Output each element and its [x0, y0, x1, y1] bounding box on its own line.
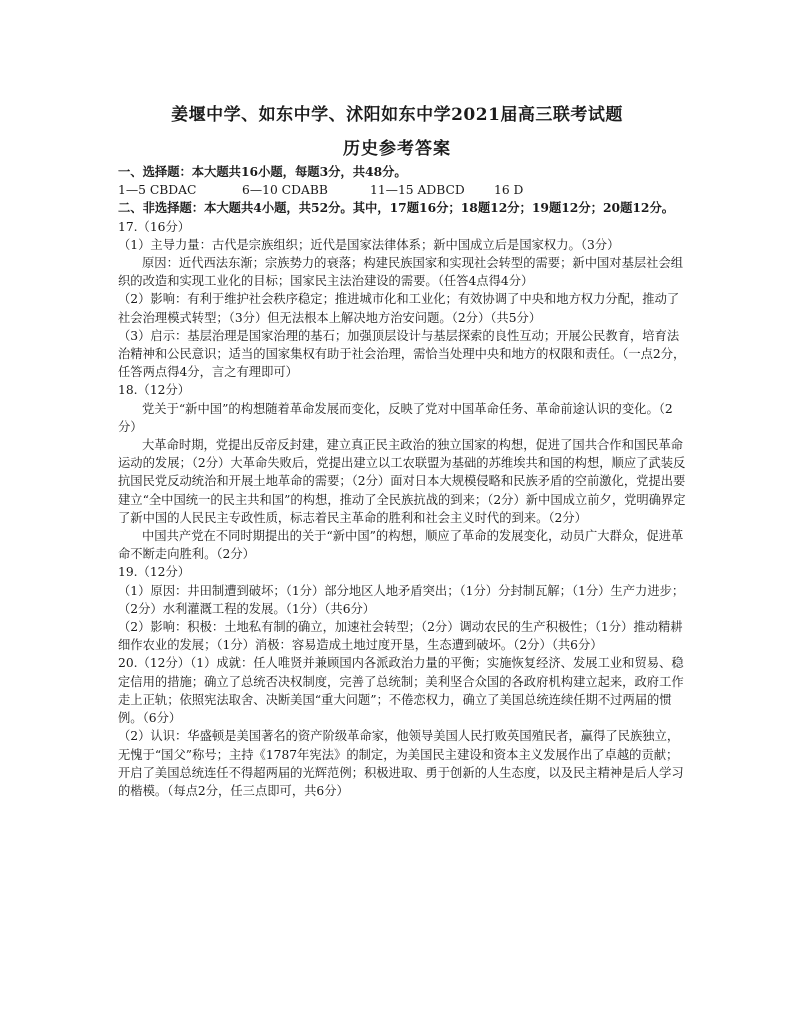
choice-answers	[118, 181, 690, 199]
choice-answer-group: 16 D	[494, 183, 524, 198]
q19-heading: 19.（12分）	[118, 565, 191, 580]
q17-reasons: 原因：近代西法东渐；宗族势力的衰落；构建民族国家和实现社会转型的需要；新中国对基层社会组织的改造和实现工业化的目标；国家民主法治建设的需要。（任答4点得4分）	[118, 256, 684, 289]
q17-part2: （2）影响：有利于维护社会秩序稳定；推进城市化和工业化；有效协调了中央和地方权力分配，推动了社会治理模式转型；（3分）但无法根本上解决地方治安问题。（2分）（共5分）	[118, 292, 680, 325]
q18-paragraph: 党关于“新中国”的构想随着革命发展而变化，反映了党对中国革命任务、革命前途认识的变化。（2分）	[118, 401, 673, 434]
page-subtitle: 历史参考答案	[343, 139, 451, 159]
q19-part2: （2）影响：积极：土地私有制的确立，加速社会转型；（2分）调动农民的生产积极性；（1分）推动精耕细作农业的发展；（1分）消极：容易造成土地过度开垦，生态遭到破坏。（2分）（共6分）	[118, 620, 683, 653]
q17-part1: （1）主导力量：古代是宗族组织；近代是国家法律体系；新中国成立后是国家权力。（3分）	[118, 237, 620, 252]
q18-paragraph: 中国共产党在不同时期提出的关于“新中国”的构想，顺应了革命的发展变化，动员广大群众，促进革命不断走向胜利。（2分）	[118, 529, 684, 562]
q20-part2: （2）认识：华盛顿是美国著名的资产阶级革命家，他领导美国人民打败英国殖民者，赢得了民族独立，无愧于“国父”称号；主持《1787年宪法》的制定，为美国民主建设和资本主义发展作出了卓越的贡献；开启了美国总统连任不得超两届的光辉范例；积极进取、勇于创新的人生态度，以及民主精神是后人学习的楷模。（每点2分，任三点即可，共6分）	[118, 729, 684, 798]
section2-heading: 二、非选择题：本大题共4小题，共52分。其中，17题16分；18题12分；19题12分；20题12分。	[118, 200, 675, 216]
section1-heading: 一、选择题：本大题共16小题，每题3分，共48分。	[118, 164, 407, 179]
choice-answer-group: 11—15 ADBCD	[370, 183, 465, 198]
q20-part1: 20.（12分）（1）成就：任人唯贤并兼顾国内各派政治力量的平衡；实施恢复经济、发展工业和贸易、稳定信用的措施；确立了总统否决权制度，完善了总统制；美利坚合众国的各政府机构建立起来，政府工作走上正轨；依照宪法取舍、决断美国“重大问题”；不倦恋权力，确立了美国总统连续任期不过两届的惯例。（6分）	[118, 656, 684, 726]
answer-body	[118, 163, 690, 800]
q17-part3: （3）启示：基层治理是国家治理的基石；加强顶层设计与基层探索的良性互动；开展公民教育，培育法治精神和公民意识；适当的国家集权有助于社会治理，需恰当处理中央和地方的权限和责任。（一点2分，任答两点得4分，言之有理即可）	[118, 328, 686, 380]
choice-answer-group: 6—10 CDABB	[242, 183, 328, 198]
q18-heading: 18.（12分）	[118, 383, 191, 398]
choice-answer-group: 1—5 CBDAC	[118, 183, 197, 198]
page-title: 姜堰中学、如东中学、沭阳如东中学2021届高三联考试题	[171, 105, 623, 125]
q18-paragraph: 大革命时期，党提出反帝反封建，建立真正民主政治的独立国家的构想，促进了国共合作和国民革命运动的发展；（2分）大革命失败后，党提出建立以工农联盟为基础的苏维埃共和国的构想，顺应了武装反抗国民党反动统治和开展土地革命的需要；（2分）面对日本大规模侵略和民族矛盾的空前激化，党提出要建立“全中国统一的民主共和国”的构想，推动了全民族抗战的到来；（2分）新中国成立前夕，党明确界定了新中国的人民民主专政性质，标志着民主革命的胜利和社会主义时代的到来。（2分）	[118, 438, 686, 525]
q19-part1: （1）原因：井田制遭到破坏；（1分）部分地区人地矛盾突出；（1分）分封制瓦解；（1分）生产力进步；（2分）水利灌溉工程的发展。（1分）（共6分）	[118, 583, 685, 616]
q17-heading: 17.（16分）	[118, 219, 191, 234]
